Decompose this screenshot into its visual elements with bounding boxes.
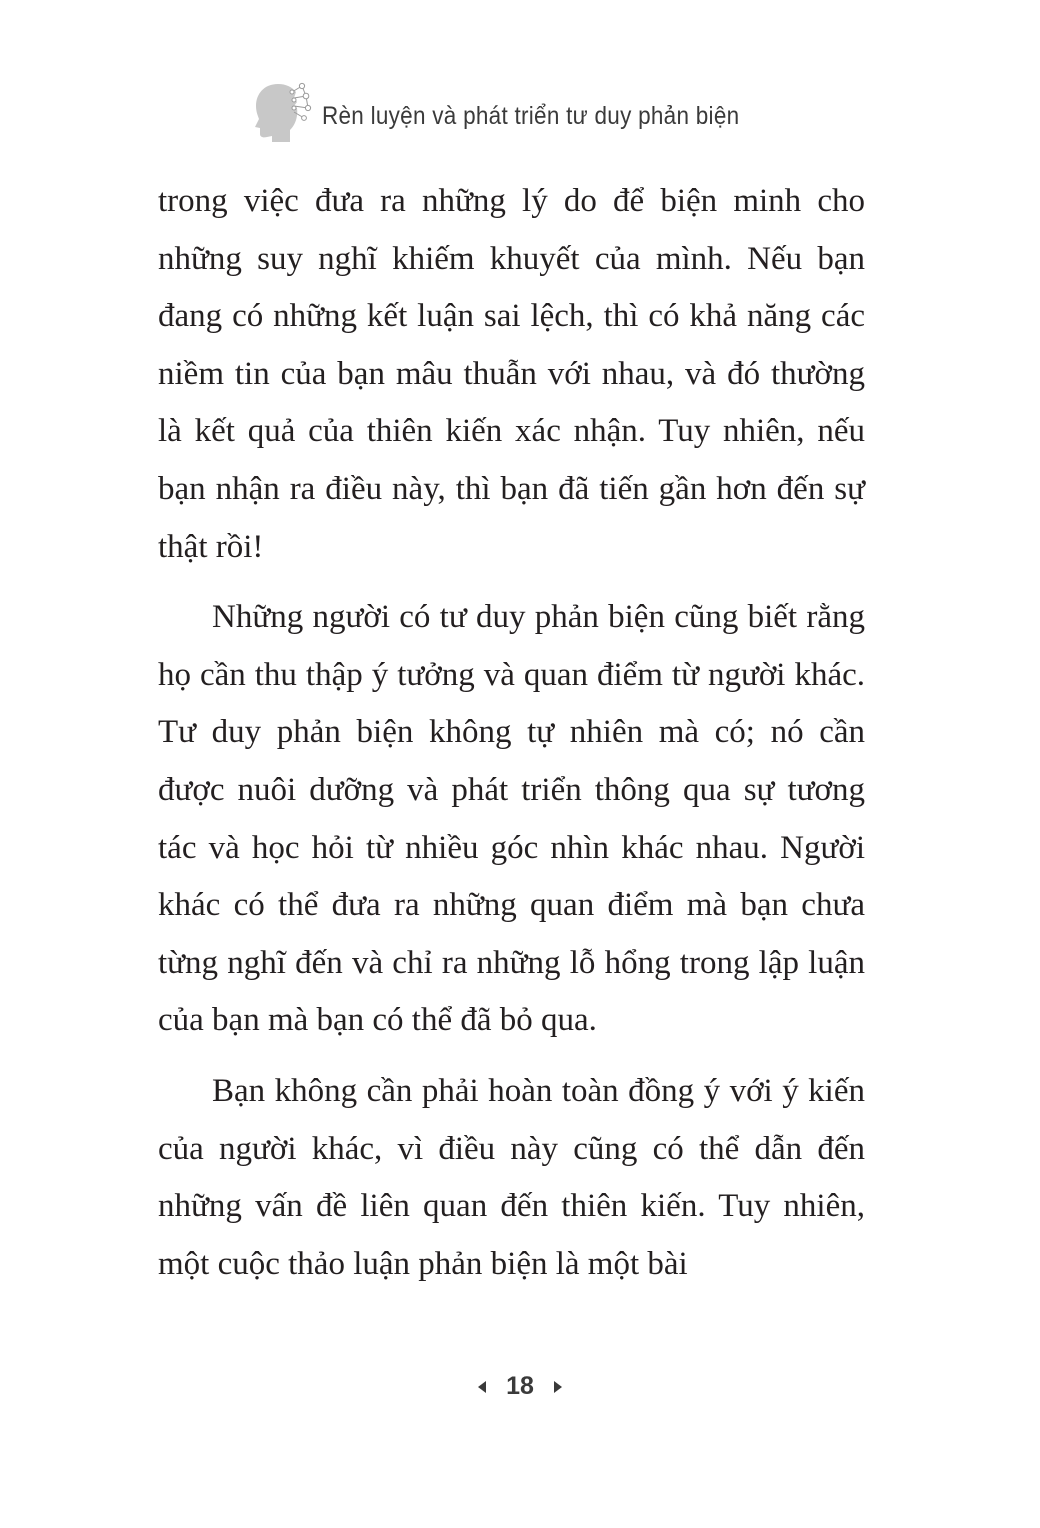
head-with-network-icon [250, 78, 314, 142]
page-number: 18 [506, 1372, 534, 1400]
triangle-left-icon[interactable] [478, 1381, 486, 1393]
running-header-title: Rèn luyện và phát triển tư duy phản biện [322, 101, 740, 130]
running-header [250, 78, 786, 142]
paragraph-3: Bạn không cần phải hoàn toàn đồng ý với ý kiến của người khác, vì điều này cũng có thể dẫn đến những vấn đề liên quan đến thiên kiến. Tuy nhiên, một cuộc thảo luận phản biện là một bài [158, 1072, 865, 1282]
paragraph-1: trong việc đưa ra những lý do để biện minh cho những suy nghĩ khiếm khuyết của mình. Nếu bạn đang có những kết luận sai lệch, thì có khả năng các niềm tin của bạn mâu thuẫn với nhau, và đó thường là kết quả của thiên kiến xác nhận. Tuy nhiên, nếu bạn nhận ra điều này, thì bạn đã tiến gần hơn đến sự thật rồi! [158, 183, 865, 565]
paragraph-2: Những người có tư duy phản biện cũng biết rằng họ cần thu thập ý tưởng và quan điểm từ người khác. Tư duy phản biện không tự nhiên mà có; nó cần được nuôi dưỡng và phát triển thông qua sự tương tác và học hỏi từ nhiều góc nhìn khác nhau. Người khác có thể đưa ra những quan điểm mà bạn chưa từng nghĩ đến và chỉ ra những lỗ hổng trong lập luận của bạn mà bạn có thể đã bỏ qua. [158, 599, 865, 1039]
triangle-right-icon[interactable] [554, 1381, 562, 1393]
page-folio [0, 1372, 1040, 1401]
page-body [158, 173, 865, 1306]
